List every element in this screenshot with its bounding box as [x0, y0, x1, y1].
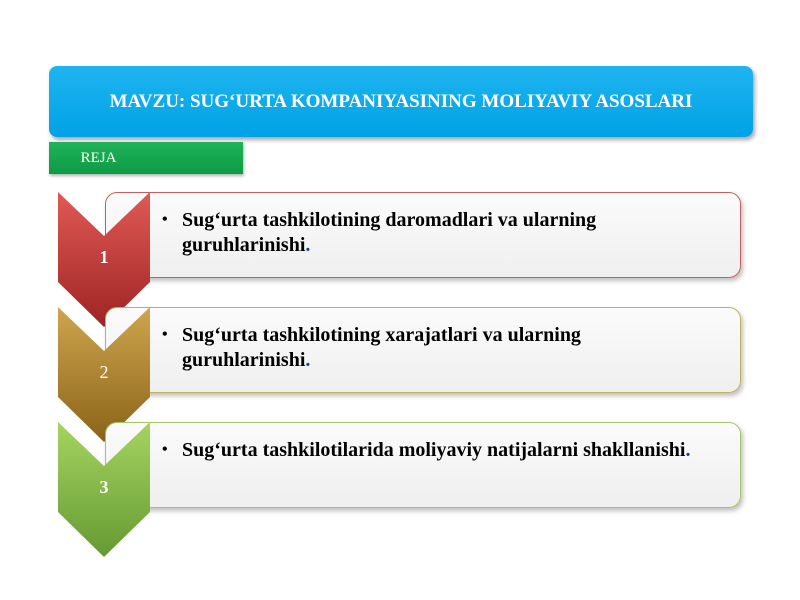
slide-title: MAVZU: SUG‘URTA KOMPANIYASINING MOLIYAVIY ASOSLARI	[109, 90, 693, 112]
plan-item-text	[182, 438, 702, 463]
plan-item-text-body: Sug‘urta tashkilotilarida moliyaviy natijalarni shakllanishi	[182, 439, 686, 461]
plan-item-number: 3	[99, 477, 109, 497]
bullet-icon: •	[162, 326, 168, 343]
plan-item-number: 1	[99, 247, 109, 267]
reja-tag	[49, 142, 243, 174]
plan-item-text-end: .	[305, 349, 311, 371]
plan-item-text-end: .	[305, 234, 311, 256]
plan-item-text-body: Sug‘urta tashkilotining daromadlari va ularning guruhlarinishi	[182, 209, 597, 256]
plan-item-text-body: Sug‘urta tashkilotining xarajatlari va ularning guruhlarinishi	[182, 324, 581, 371]
bullet-icon: •	[162, 211, 168, 228]
plan-item-text	[182, 208, 702, 258]
plan-item-text	[182, 323, 702, 373]
reja-label: REJA	[80, 150, 117, 166]
bullet-icon: •	[162, 441, 168, 458]
plan-item-text-end: .	[685, 439, 691, 461]
plan-item-card	[105, 422, 741, 508]
plan-item-number: 2	[99, 362, 109, 382]
title-banner	[49, 66, 753, 137]
plan-item-3	[0, 422, 800, 557]
